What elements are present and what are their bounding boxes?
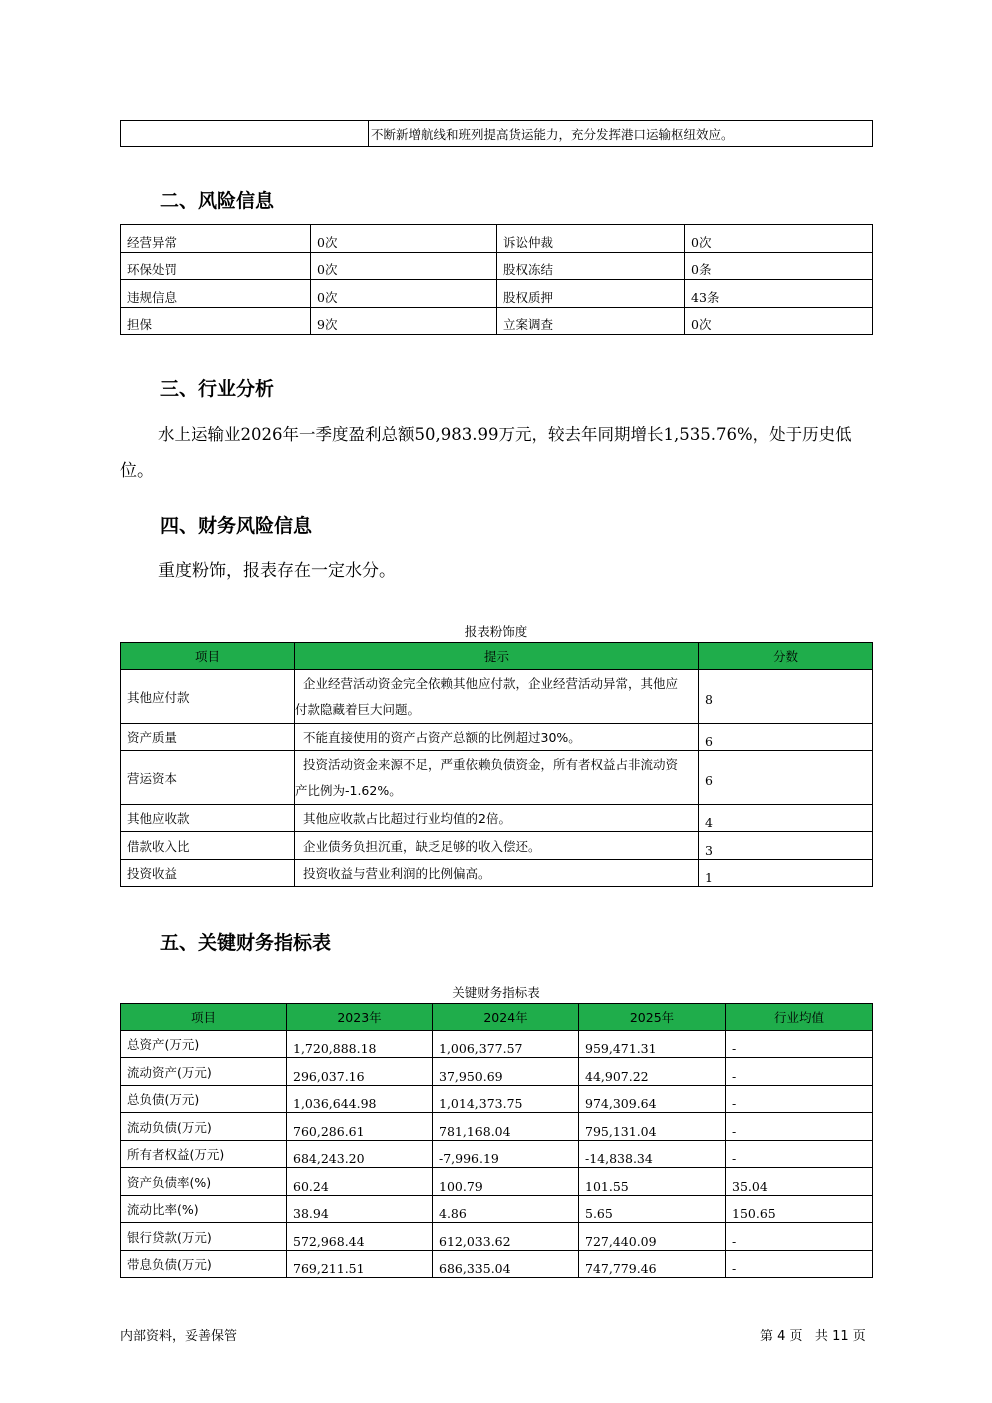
table-row: [121, 280, 873, 308]
hint-cell: 投资收益与营业利润的比例偏高。: [295, 860, 699, 887]
risk-label: 环保处罚: [121, 253, 311, 280]
risk-value: 0条: [685, 253, 873, 280]
risk-label: 违规信息: [121, 280, 311, 308]
indicator-value: -: [726, 1113, 873, 1141]
indicator-value: 612,033.62: [433, 1223, 579, 1251]
industry-paragraph-line1: 水上运输业2026年一季度盈利总额50,983.99万元，较去年同期增长1,535.76%，处于历史低: [158, 425, 852, 444]
indicator-label: 带息负债(万元): [121, 1251, 287, 1278]
indicator-value: -: [726, 1086, 873, 1113]
item-cell: 其他应收款: [121, 805, 295, 832]
hint-cell: [295, 751, 699, 805]
section-title-industry: 三、行业分析: [160, 378, 275, 400]
financial-risk-paragraph: 重度粉饰，报表存在一定水分。: [158, 561, 396, 581]
item-cell: 营运资本: [121, 751, 295, 805]
indicator-value: 684,243.20: [287, 1141, 433, 1168]
risk-label: 诉讼仲裁: [497, 225, 685, 253]
indicator-value: -14,838.34: [579, 1141, 726, 1168]
indicator-label: 流动负债(万元): [121, 1113, 287, 1141]
hint-cell: [295, 670, 699, 724]
indicator-value: 1,014,373.75: [433, 1086, 579, 1113]
risk-label: 股权质押: [497, 280, 685, 308]
indicator-value: 1,006,377.57: [433, 1031, 579, 1058]
risk-value: 0次: [311, 253, 497, 280]
column-header: 项目: [121, 643, 295, 670]
table-row: [121, 1058, 873, 1086]
table-row: [121, 308, 873, 335]
continuation-text: 不断新增航线和班列提高货运能力，充分发挥港口运输枢纽效应。: [369, 121, 873, 147]
indicator-value: 686,335.04: [433, 1251, 579, 1278]
item-cell: 投资收益: [121, 860, 295, 887]
table-row: [121, 225, 873, 253]
score-cell: 6: [699, 751, 873, 805]
risk-label: 立案调查: [497, 308, 685, 335]
table-row: [121, 832, 873, 860]
footer-left: 内部资料，妥善保管: [120, 1329, 238, 1344]
hint-cell: 企业债务负担沉重，缺乏足够的收入偿还。: [295, 832, 699, 860]
indicator-value: 747,779.46: [579, 1251, 726, 1278]
indicator-value: 35.04: [726, 1168, 873, 1196]
hint-line: 投资活动资金来源不足，严重依赖负债资金，所有者权益占非流动资: [303, 756, 679, 772]
indicator-value: 5.65: [579, 1196, 726, 1223]
indicator-value: 974,309.64: [579, 1086, 726, 1113]
risk-value: 0次: [685, 225, 873, 253]
risk-label: 担保: [121, 308, 311, 335]
table-row: [121, 860, 873, 887]
indicator-label: 所有者权益(万元): [121, 1141, 287, 1168]
hint-line: 企业经营活动资金完全依赖其他应付款，企业经营活动异常，其他应: [303, 675, 679, 691]
indicator-label: 银行贷款(万元): [121, 1223, 287, 1251]
score-cell: 6: [699, 724, 873, 751]
hint-line: 付款隐藏着巨大问题。: [295, 701, 421, 717]
indicator-value: -7,996.19: [433, 1141, 579, 1168]
column-header: 2024年: [433, 1004, 579, 1031]
indicator-label: 流动资产(万元): [121, 1058, 287, 1086]
table-caption: 关键财务指标表: [452, 985, 540, 1000]
indicator-value: -: [726, 1251, 873, 1278]
column-header: 2023年: [287, 1004, 433, 1031]
risk-value: 43条: [685, 280, 873, 308]
risk-value: 0次: [311, 280, 497, 308]
indicator-value: 795,131.04: [579, 1113, 726, 1141]
indicator-label: 总负债(万元): [121, 1086, 287, 1113]
table-row: [121, 724, 873, 751]
table-row: [121, 1086, 873, 1113]
indicator-value: -: [726, 1141, 873, 1168]
continuation-table: [120, 120, 873, 147]
score-cell: 1: [699, 860, 873, 887]
column-header: 行业均值: [726, 1004, 873, 1031]
section-title-financial-risk: 四、财务风险信息: [160, 515, 313, 537]
table-row: [121, 253, 873, 280]
indicator-value: -: [726, 1058, 873, 1086]
indicator-value: 1,720,888.18: [287, 1031, 433, 1058]
indicator-value: 150.65: [726, 1196, 873, 1223]
table-row: [121, 1251, 873, 1278]
column-header: 分数: [699, 643, 873, 670]
indicator-value: 38.94: [287, 1196, 433, 1223]
risk-value: 0次: [685, 308, 873, 335]
table-row: [121, 1223, 873, 1251]
indicator-value: 959,471.31: [579, 1031, 726, 1058]
score-cell: 4: [699, 805, 873, 832]
indicator-value: 101.55: [579, 1168, 726, 1196]
indicator-value: 4.86: [433, 1196, 579, 1223]
whitewash-table: [120, 642, 873, 887]
indicator-value: 37,950.69: [433, 1058, 579, 1086]
table-row: [121, 1113, 873, 1141]
indicator-value: 769,211.51: [287, 1251, 433, 1278]
indicator-value: 760,286.61: [287, 1113, 433, 1141]
table-row: [121, 670, 873, 724]
key-indicator-table: [120, 1003, 873, 1278]
table-row: [121, 1196, 873, 1223]
indicator-value: 100.79: [433, 1168, 579, 1196]
indicator-value: 296,037.16: [287, 1058, 433, 1086]
hint-cell: 不能直接使用的资产占资产总额的比例超过30%。: [295, 724, 699, 751]
indicator-value: 727,440.09: [579, 1223, 726, 1251]
column-header: 2025年: [579, 1004, 726, 1031]
score-cell: 8: [699, 670, 873, 724]
footer-page-number: 第 4 页 共 11 页: [760, 1329, 866, 1344]
indicator-label: 资产负债率(%): [121, 1168, 287, 1196]
risk-value: 0次: [311, 225, 497, 253]
risk-label: 经营异常: [121, 225, 311, 253]
item-cell: 借款收入比: [121, 832, 295, 860]
indicator-value: 572,968.44: [287, 1223, 433, 1251]
indicator-label: 流动比率(%): [121, 1196, 287, 1223]
indicator-label: 总资产(万元): [121, 1031, 287, 1058]
item-cell: 其他应付款: [121, 670, 295, 724]
indicator-value: -: [726, 1223, 873, 1251]
risk-value: 9次: [311, 308, 497, 335]
hint-line: 产比例为-1.62%。: [295, 782, 402, 798]
column-header: 项目: [121, 1004, 287, 1031]
indicator-value: -: [726, 1031, 873, 1058]
table-row: [121, 1168, 873, 1196]
indicator-value: 781,168.04: [433, 1113, 579, 1141]
section-title-key-indicators: 五、关键财务指标表: [160, 932, 332, 954]
table-row: [121, 751, 873, 805]
risk-label: 股权冻结: [497, 253, 685, 280]
industry-paragraph-line2: 位。: [120, 461, 154, 481]
column-header: 提示: [295, 643, 699, 670]
table-caption: 报表粉饰度: [464, 624, 528, 639]
risk-table: [120, 224, 873, 335]
table-row: [121, 1141, 873, 1168]
indicator-value: 1,036,644.98: [287, 1086, 433, 1113]
hint-cell: 其他应收款占比超过行业均值的2倍。: [295, 805, 699, 832]
table-row: [121, 805, 873, 832]
table-row: [121, 1031, 873, 1058]
continuation-label-cell: [121, 121, 369, 147]
indicator-value: 60.24: [287, 1168, 433, 1196]
indicator-value: 44,907.22: [579, 1058, 726, 1086]
section-title-risk: 二、风险信息: [160, 190, 275, 212]
item-cell: 资产质量: [121, 724, 295, 751]
score-cell: 3: [699, 832, 873, 860]
